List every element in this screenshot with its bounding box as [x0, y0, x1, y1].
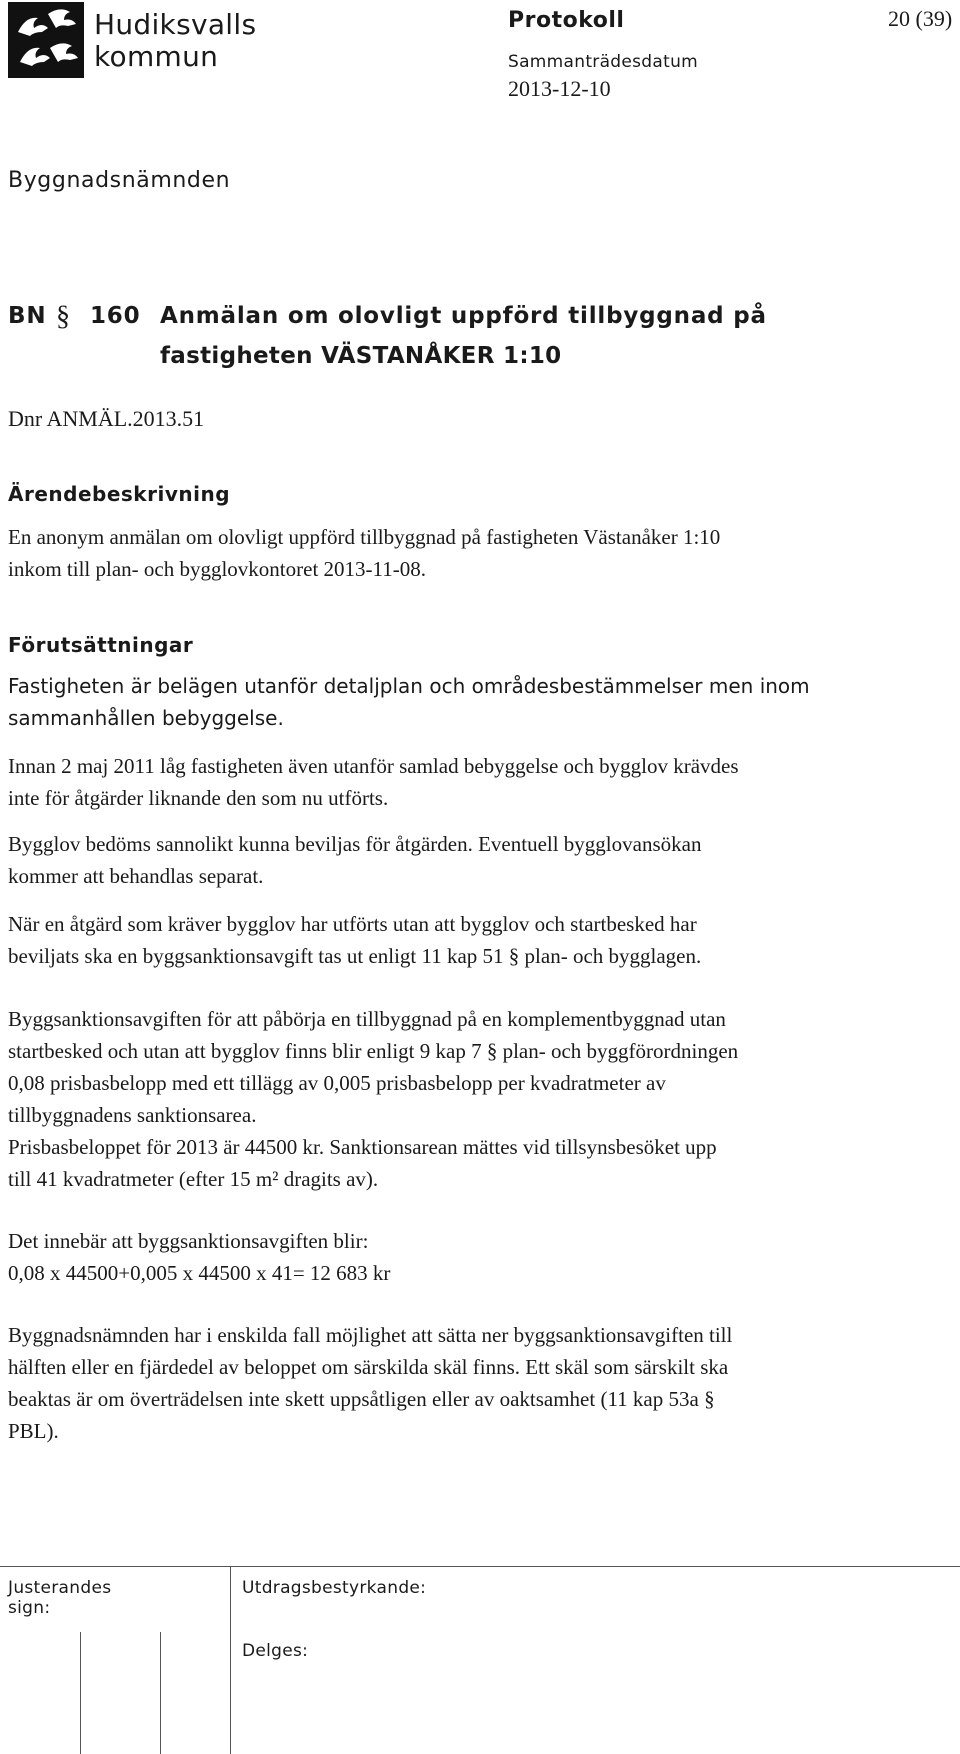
meeting-date-label: Sammanträdesdatum — [508, 52, 699, 72]
footer-divider — [0, 1566, 960, 1567]
text-line: beaktas är om överträdelsen inte skett uppsåtligen eller av oaktsamhet (11 kap 53a § — [8, 1387, 715, 1411]
paragraph-2 — [8, 750, 953, 814]
hudiksvall-logo — [8, 2, 258, 78]
logo-text-line2: kommun — [94, 40, 219, 73]
committee-name: Byggnadsnämnden — [8, 168, 231, 193]
text-line: sammanhållen bebyggelse. — [8, 706, 284, 730]
paragraph-3 — [8, 828, 953, 892]
paragraph-1 — [8, 670, 953, 734]
text-line: När en åtgärd som kräver bygglov har utförts utan att bygglov och startbesked har — [8, 912, 697, 936]
justerandes-label: Justerandes sign: — [8, 1578, 112, 1618]
section-heading-forutsattningar: Förutsättningar — [8, 633, 194, 657]
text-line: kommer att behandlas separat. — [8, 864, 264, 888]
text-line: Innan 2 maj 2011 låg fastigheten även utanför samlad bebyggelse och bygglov krävdes — [8, 754, 739, 778]
paragraph-5 — [8, 1003, 953, 1195]
signature-box-divider — [160, 1632, 161, 1754]
text-line: till 41 kvadratmeter (efter 15 m² dragits av). — [8, 1167, 379, 1191]
text-line: inkom till plan- och bygglovkontoret 2013-11-08. — [8, 557, 427, 581]
text-line: Bygglov bedöms sannolikt kunna beviljas för åtgärden. Eventuell bygglovansökan — [8, 832, 702, 856]
text-line: Prisbasbeloppet för 2013 är 44500 kr. Sanktionsarean mättes vid tillsynsbesöket upp — [8, 1135, 717, 1159]
meeting-date: 2013-12-10 — [508, 76, 611, 101]
case-title-line2: fastigheten VÄSTANÅKER 1:10 — [160, 343, 562, 369]
case-id — [8, 301, 141, 332]
goat-emblem-icon — [8, 2, 84, 78]
diary-number: Dnr ANMÄL.2013.51 — [8, 406, 205, 431]
text-line: tillbyggnadens sanktionsarea. — [8, 1103, 257, 1127]
paragraph-6 — [8, 1225, 953, 1289]
utdrag-label: Utdragsbestyrkande: — [242, 1578, 427, 1598]
text-line: 0,08 prisbasbelopp med ett tillägg av 0,005 prisbasbelopp per kvadratmeter av — [8, 1071, 666, 1095]
text-line: 0,08 x 44500+0,005 x 44500 x 41= 12 683 kr — [8, 1261, 391, 1285]
logo-text-line1: Hudiksvalls — [94, 8, 257, 41]
text-line: Byggnadsnämnden har i enskilda fall möjlighet att sätta ner byggsanktionsavgiften till — [8, 1323, 733, 1347]
text-line: Byggsanktionsavgiften för att påbörja en tillbyggnad på en komplementbyggnad utan — [8, 1007, 726, 1031]
page-number: 20 (39) — [888, 6, 953, 31]
paragraph-4 — [8, 908, 953, 972]
footer-column-divider — [230, 1566, 231, 1754]
paragraph-7 — [8, 1319, 953, 1447]
text-line: En anonym anmälan om olovligt uppförd tillbyggnad på fastigheten Västanåker 1:10 — [8, 525, 721, 549]
text-line: inte för åtgärder liknande den som nu utförts. — [8, 786, 389, 810]
section-sign: § — [56, 301, 71, 332]
case-prefix: BN — [8, 303, 47, 329]
arende-paragraph — [8, 521, 953, 585]
text-line: Det innebär att byggsanktionsavgiften blir: — [8, 1229, 369, 1253]
section-heading-arende: Ärendebeskrivning — [8, 482, 231, 506]
text-line: startbesked och utan att bygglov finns blir enligt 9 kap 7 § plan- och byggförordningen — [8, 1039, 739, 1063]
delges-label: Delges: — [242, 1641, 309, 1661]
signature-box-divider — [80, 1632, 81, 1754]
document-type: Protokoll — [508, 8, 625, 33]
text-line: Fastigheten är belägen utanför detaljplan och områdesbestämmelser men inom — [8, 674, 810, 698]
text-line: beviljats ska en byggsanktionsavgift tas ut enligt 11 kap 51 § plan- och bygglagen. — [8, 944, 702, 968]
case-number: 160 — [90, 303, 141, 329]
case-title-line1: Anmälan om olovligt uppförd tillbyggnad på — [160, 303, 767, 329]
text-line: PBL). — [8, 1419, 59, 1443]
text-line: hälften eller en fjärdedel av beloppet om särskilda skäl finns. Ett skäl som särskilt ska — [8, 1355, 729, 1379]
